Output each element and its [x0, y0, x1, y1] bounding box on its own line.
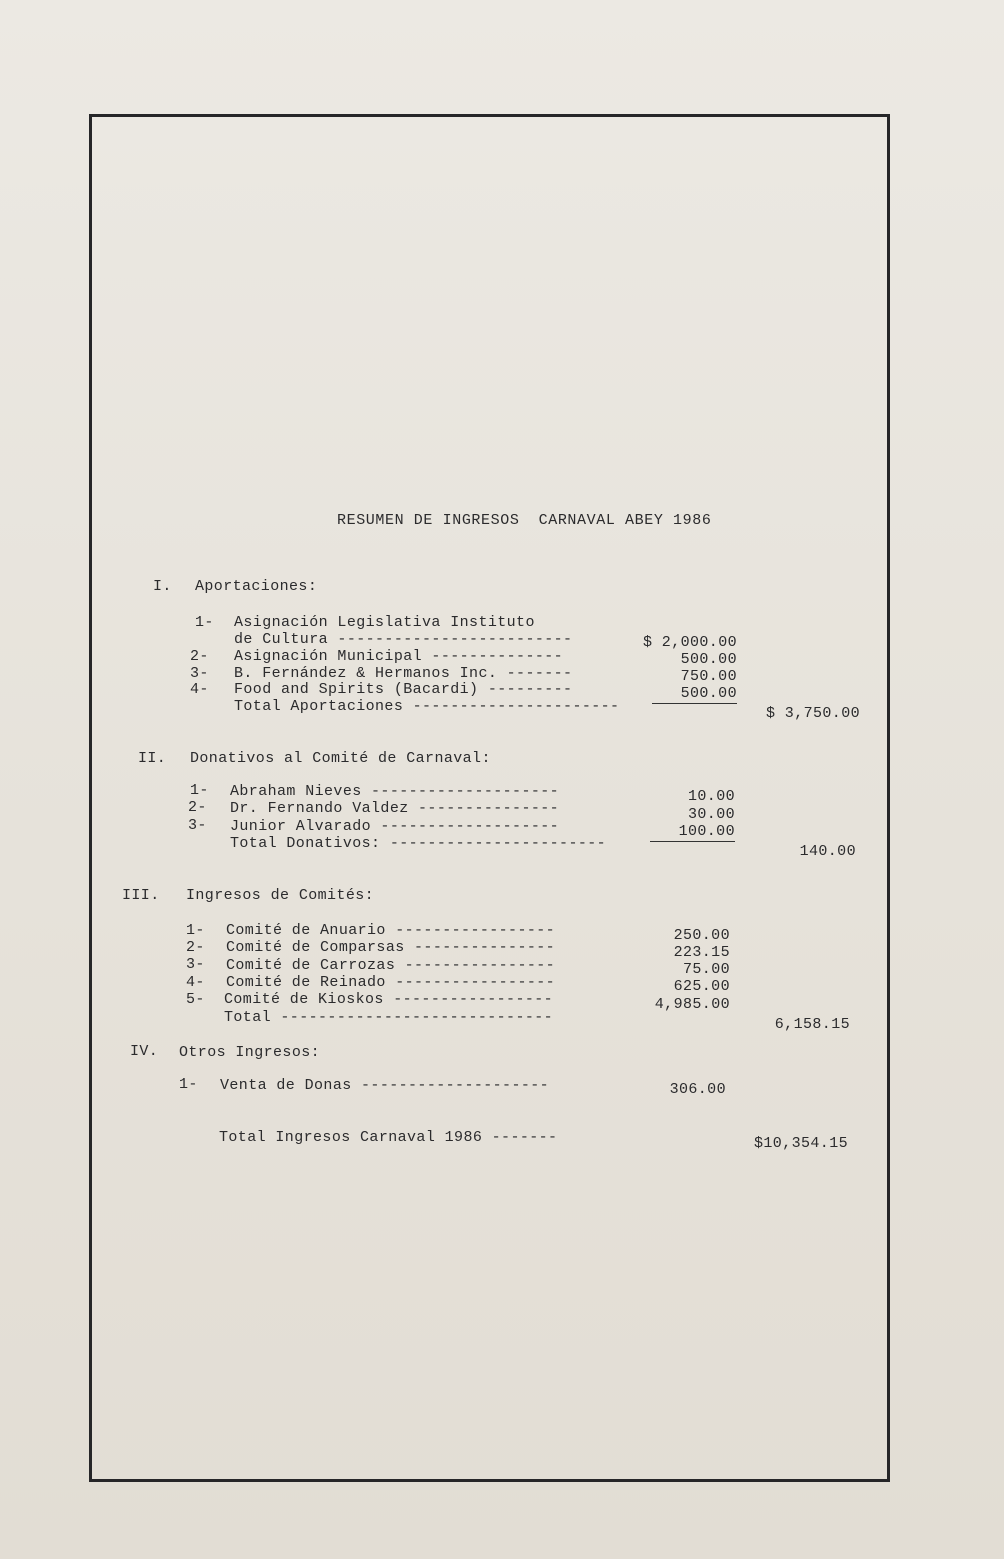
- section-heading: Otros Ingresos:: [179, 1044, 321, 1061]
- item-label: B. Fernández & Hermanos Inc. -------: [234, 665, 573, 682]
- grand-total: $10,354.15: [753, 1135, 848, 1152]
- item-number: 1-: [186, 922, 205, 939]
- section-numeral: IV.: [130, 1043, 159, 1060]
- item-label: Venta de Donas --------------------: [220, 1077, 550, 1094]
- section-total-label: Total -----------------------------: [224, 1009, 554, 1026]
- section-numeral: II.: [138, 750, 167, 767]
- item-label: Asignación Legislativa Instituto: [234, 614, 535, 631]
- item-amount: 30.00: [687, 806, 735, 823]
- item-number: 2-: [190, 648, 209, 665]
- item-label: Comité de Anuario -----------------: [226, 922, 556, 939]
- item-amount: 4,985.00: [654, 996, 730, 1013]
- item-amount: 625.00: [673, 978, 730, 995]
- item-label-continued: de Cultura -------------------------: [234, 631, 573, 648]
- item-amount: $ 2,000.00: [642, 634, 737, 651]
- item-label: Comité de Reinado -----------------: [226, 974, 556, 991]
- section-total-label: Total Donativos: -----------------------: [230, 835, 607, 852]
- item-number: 1-: [195, 614, 214, 631]
- document-title: RESUMEN DE INGRESOS CARNAVAL ABEY 1986: [337, 512, 712, 529]
- item-number: 3-: [186, 956, 205, 973]
- item-number: 1-: [179, 1076, 198, 1093]
- section-heading: Donativos al Comité de Carnaval:: [190, 750, 491, 767]
- item-label: Comité de Kioskos -----------------: [224, 991, 554, 1008]
- item-amount: 250.00: [673, 927, 730, 944]
- item-label: Asignación Municipal --------------: [234, 648, 564, 665]
- section-heading: Ingresos de Comités:: [186, 887, 375, 904]
- item-number: 1-: [190, 782, 209, 799]
- item-number: 3-: [188, 817, 207, 834]
- underlined-amount: 500.00: [652, 685, 737, 704]
- item-number: 4-: [186, 974, 205, 991]
- grand-total-label: Total Ingresos Carnaval 1986 -------: [219, 1129, 558, 1146]
- section-numeral: I.: [153, 578, 172, 595]
- item-number: 5-: [186, 991, 205, 1008]
- item-label: Food and Spirits (Bacardi) ---------: [234, 681, 573, 698]
- item-amount: [652, 685, 737, 704]
- item-amount: 75.00: [682, 961, 730, 978]
- section-total-label: Total Aportaciones ----------------------: [234, 698, 620, 715]
- item-number: 4-: [190, 681, 209, 698]
- section-total: 140.00: [799, 843, 856, 860]
- section-heading: Aportaciones:: [195, 578, 318, 595]
- item-number: 2-: [188, 799, 207, 816]
- item-label: Comité de Carrozas ----------------: [226, 957, 556, 974]
- item-amount: 306.00: [669, 1081, 726, 1098]
- section-total: $ 3,750.00: [765, 705, 860, 722]
- item-amount: 10.00: [687, 788, 735, 805]
- item-number: 3-: [190, 665, 209, 682]
- item-label: Abraham Nieves --------------------: [230, 783, 560, 800]
- section-numeral: III.: [122, 887, 160, 904]
- underlined-amount: 100.00: [650, 823, 735, 842]
- section-total: 6,158.15: [774, 1016, 850, 1033]
- item-amount: 223.15: [673, 944, 730, 961]
- item-amount: [650, 823, 735, 842]
- item-label: Dr. Fernando Valdez ---------------: [230, 800, 560, 817]
- item-number: 2-: [186, 939, 205, 956]
- item-label: Comité de Comparsas ---------------: [226, 939, 556, 956]
- item-amount: 750.00: [680, 668, 737, 685]
- item-amount: 500.00: [680, 651, 737, 668]
- item-label: Junior Alvarado -------------------: [230, 818, 560, 835]
